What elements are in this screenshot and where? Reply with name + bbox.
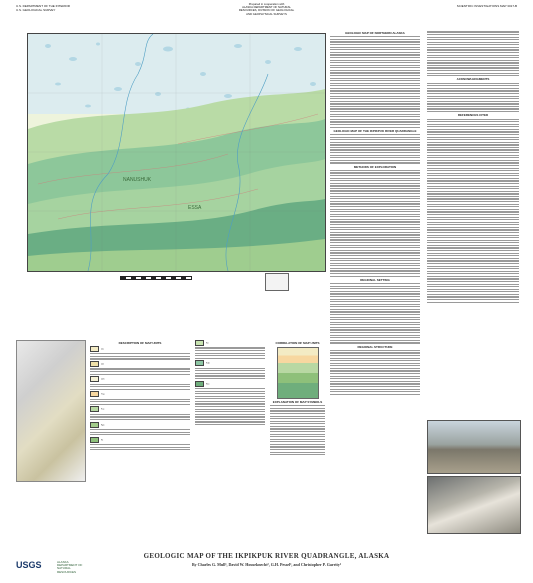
header-center-line-3: RESOURCES, DIVISION OF GEOLOGICAL xyxy=(238,8,295,13)
header-center-line-1: Prepared in cooperation with xyxy=(248,2,285,6)
heading-symbols: EXPLANATION OF MAP SYMBOLS xyxy=(272,399,323,404)
header-center-line-4: AND GEOPHYSICAL SURVEYS xyxy=(246,11,287,16)
right-text-column xyxy=(330,30,420,396)
correlation-of-map-units xyxy=(270,340,325,457)
legend-unit-row xyxy=(195,360,265,366)
legend-unit-row xyxy=(90,376,190,382)
header-left-line-1: U.S. DEPARTMENT OF THE INTERIOR xyxy=(16,4,70,8)
heading-acknowledgments: ACKNOWLEDGMENTS xyxy=(456,77,490,82)
stratigraphic-figure xyxy=(16,340,86,482)
legend-code: Qe xyxy=(101,363,104,366)
heading-methods: METHODS OF EXPLORATION xyxy=(353,164,397,169)
map-title: GEOLOGIC MAP OF THE IKPIKPUK RIVER QUADRANGLE, ALASKA xyxy=(143,552,390,560)
description-of-map-units-continued xyxy=(195,340,265,427)
legend-unit-row xyxy=(90,361,190,367)
legend-code: Ksb xyxy=(206,362,210,365)
legend-code: Kto xyxy=(206,383,210,386)
legend-unit-row xyxy=(90,406,190,412)
heading-description: DESCRIPTION OF MAP UNITS xyxy=(118,341,162,345)
header-center xyxy=(200,3,333,16)
legend-code: Kt xyxy=(101,439,104,442)
heading-northern-alaska: GEOLOGIC MAP OF NORTHERN ALASKA xyxy=(345,31,405,35)
header-center-line-2: ALASKA DEPARTMENT OF NATURAL xyxy=(242,5,291,10)
usgs-logo: USGS xyxy=(16,560,42,570)
legend-code: Ksc xyxy=(101,408,105,411)
heading-regional-structure: REGIONAL STRUCTURE xyxy=(357,344,393,349)
legend-unit-row xyxy=(90,422,190,428)
map-label-nanushuk: NANUSHUK xyxy=(123,177,152,183)
heading-references: REFERENCES CITED xyxy=(457,113,489,118)
header-left xyxy=(16,5,70,12)
legend-code: Kpc xyxy=(101,424,105,427)
legend-swatch xyxy=(90,437,99,443)
legend-code: Tsg xyxy=(101,393,105,396)
legend-swatch xyxy=(90,376,99,382)
geologic-map-svg xyxy=(28,34,325,271)
legend-code: Kn xyxy=(206,342,209,345)
header-right: SCIENTIFIC INVESTIGATIONS MAP 3017-B xyxy=(456,4,517,8)
legend-unit-row xyxy=(195,340,265,346)
legend-unit-row xyxy=(90,346,190,352)
legend-swatch xyxy=(90,361,99,367)
dnr-logo-line: DEPARTMENT OF xyxy=(57,563,83,568)
geologic-map[interactable] xyxy=(27,33,326,272)
dnr-logo-line: RESOURCES xyxy=(57,569,77,574)
far-right-text-column xyxy=(427,30,519,304)
heading-correlation: CORRELATION OF MAP UNITS xyxy=(275,341,320,345)
legend-code: Qs xyxy=(101,348,104,351)
correlation-chart xyxy=(277,347,319,399)
legend-code: Qm xyxy=(101,378,105,381)
legend-swatch xyxy=(90,346,99,352)
dnr-logo-line: NATURAL xyxy=(57,566,71,571)
legend-unit-row xyxy=(195,381,265,387)
legend-swatch xyxy=(90,391,99,397)
legend-unit-row xyxy=(90,437,190,443)
map-authors: By Charles G. Mull¹, David W. Houseknecht², G.H. Pessel³, and Christopher P. Garrity² xyxy=(191,562,342,567)
field-photo-bottom xyxy=(427,476,521,534)
description-of-map-units xyxy=(90,340,190,452)
location-map xyxy=(265,273,289,291)
legend-swatch xyxy=(195,360,204,366)
scale-bar xyxy=(120,276,192,280)
legend-swatch xyxy=(195,340,204,346)
heading-ikpikpuk: GEOLOGIC MAP OF THE IKPIKPUK RIVER QUADRANGLE xyxy=(333,128,417,133)
legend-swatch xyxy=(195,381,204,387)
heading-regional-setting: REGIONAL SETTING xyxy=(360,277,390,282)
legend-swatch xyxy=(90,406,99,412)
legend-swatch xyxy=(90,422,99,428)
dnr-logo-line: ALASKA xyxy=(57,560,69,564)
map-label-essa: ESSA xyxy=(188,205,202,211)
header-left-line-2: U.S. GEOLOGICAL SURVEY xyxy=(16,7,56,12)
field-photo-top xyxy=(427,420,521,474)
dnr-logo xyxy=(57,561,82,574)
legend-unit-row xyxy=(90,391,190,397)
